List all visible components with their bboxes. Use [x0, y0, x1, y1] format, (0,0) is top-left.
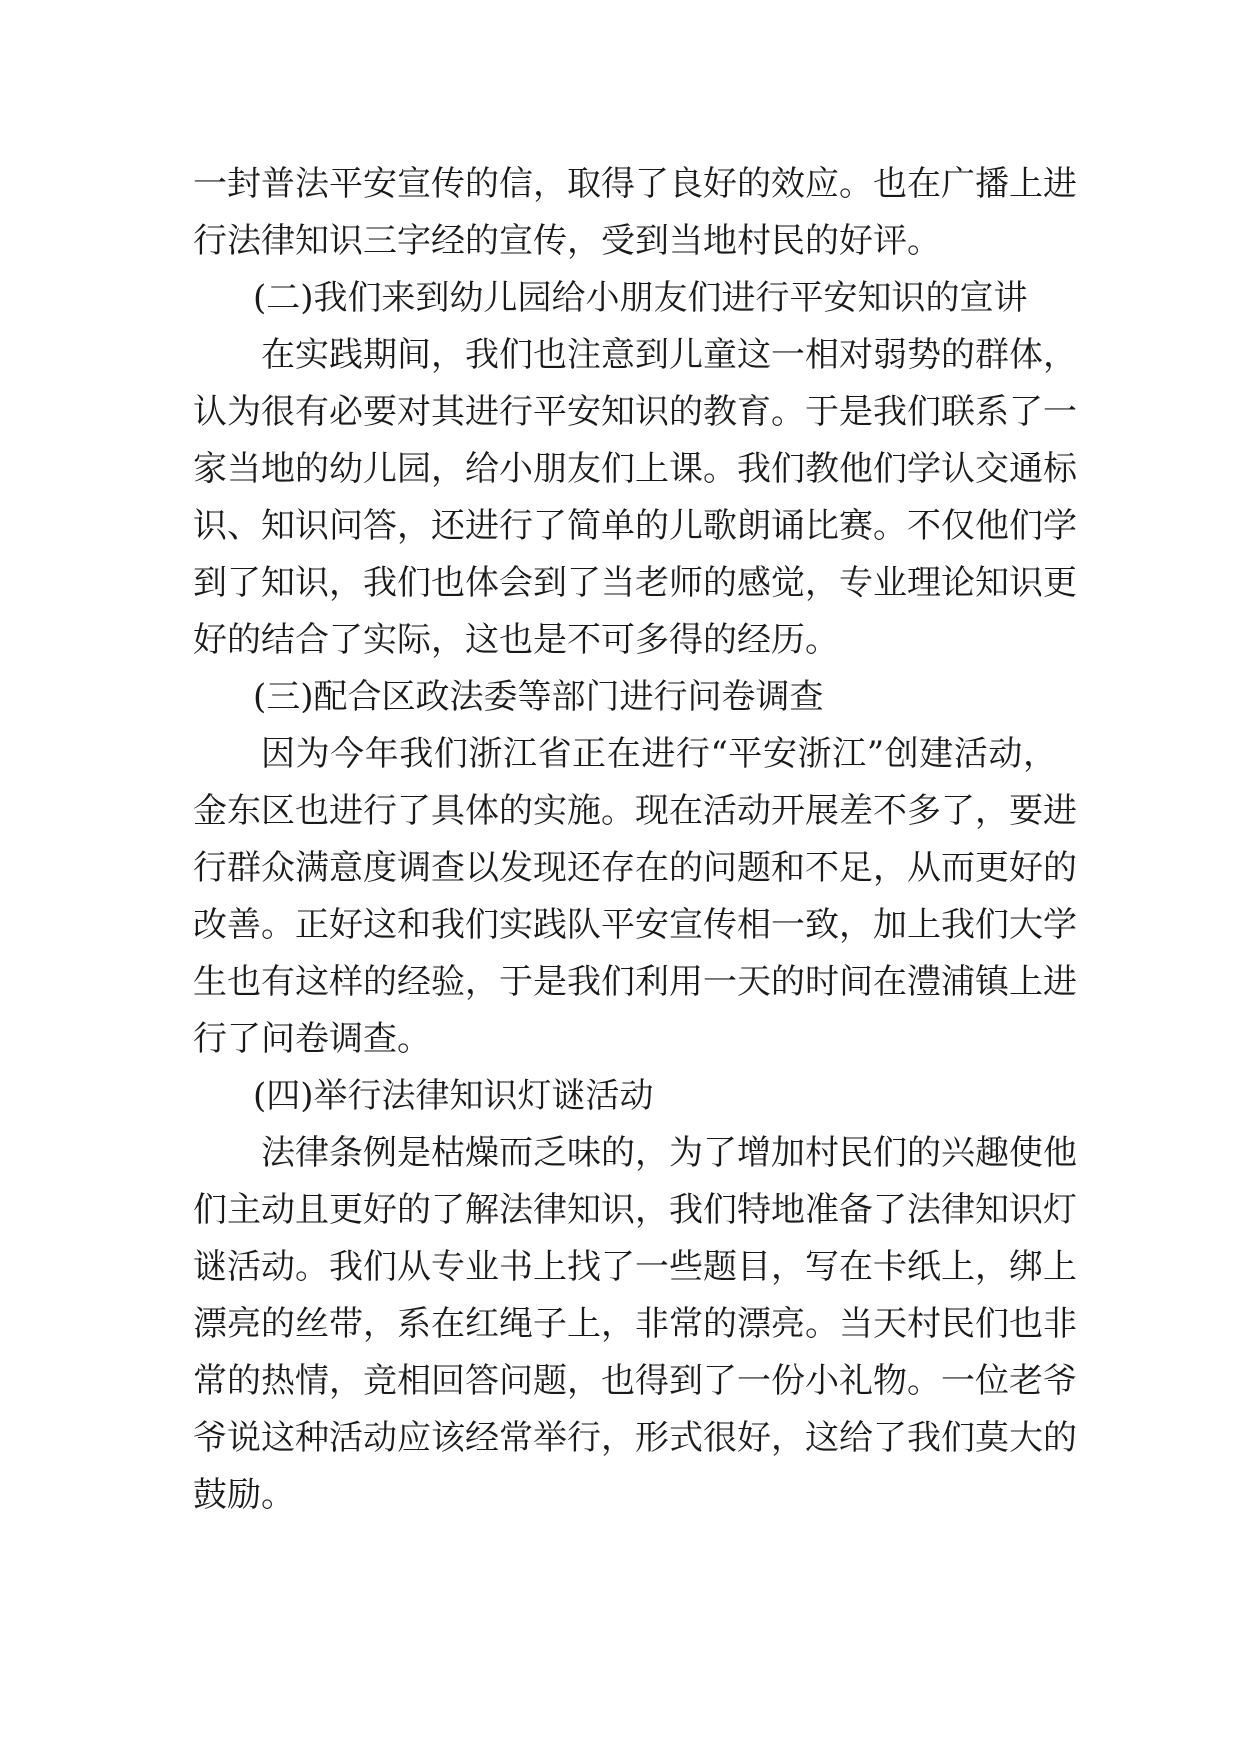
- text-line: 漂亮的丝带，系在红绳子上，非常的漂亮。当天村民们也非: [193, 1304, 1077, 1344]
- text-line: 金东区也进行了具体的实施。现在活动开展差不多了，要进: [193, 791, 1077, 831]
- text-line: 生也有这样的经验，于是我们利用一天的时间在澧浦镇上进: [193, 962, 1077, 1002]
- text-line: 识、知识问答，还进行了简单的儿歌朗诵比赛。不仅他们学: [193, 506, 1077, 546]
- section-heading-3: (三)配合区政法委等部门进行问卷调查: [253, 677, 824, 717]
- text-line: 在实践期间，我们也注意到儿童这一相对弱势的群体，: [261, 335, 1077, 375]
- text-line: 改善。正好这和我们实践队平安宣传相一致，加上我们大学: [193, 905, 1077, 945]
- text-line: 法律条例是枯燥而乏味的，为了增加村民们的兴趣使他: [261, 1133, 1077, 1173]
- text-line: 爷说这种活动应该经常举行，形式很好，这给了我们莫大的: [193, 1418, 1077, 1458]
- text-line: 谜活动。我们从专业书上找了一些题目，写在卡纸上，绑上: [193, 1247, 1077, 1287]
- paragraph-continuation: [193, 156, 1077, 270]
- text-line: 行群众满意度调查以发现还存在的问题和不足，从而更好的: [193, 848, 1077, 888]
- text-line: 一封普法平安宣传的信，取得了良好的效应。也在广播上进: [193, 164, 1077, 204]
- text-line: 好的结合了实际，这也是不可多得的经历。: [193, 620, 839, 660]
- paragraph-riddles: [193, 1125, 1077, 1524]
- document-body: [193, 156, 1077, 1524]
- paragraph-survey: [193, 726, 1077, 1068]
- text-line: 们主动且更好的了解法律知识，我们特地准备了法律知识灯: [193, 1190, 1077, 1230]
- section-heading-4: (四)举行法律知识灯谜活动: [253, 1076, 654, 1116]
- section-heading-2: (二)我们来到幼儿园给小朋友们进行平安知识的宣讲: [253, 278, 1028, 318]
- text-line: 到了知识，我们也体会到了当老师的感觉，专业理论知识更: [193, 563, 1077, 603]
- text-line: 常的热情，竞相回答问题，也得到了一份小礼物。一位老爷: [193, 1361, 1077, 1401]
- text-line: 鼓励。: [193, 1475, 295, 1515]
- text-line: 行了问卷调查。: [193, 1019, 431, 1059]
- paragraph-kindergarten: [193, 327, 1077, 669]
- text-line: 家当地的幼儿园，给小朋友们上课。我们教他们学认交通标: [193, 449, 1077, 489]
- text-line: 因为今年我们浙江省正在进行“平安浙江”创建活动，: [261, 734, 1057, 774]
- text-line: 行法律知识三字经的宣传，受到当地村民的好评。: [193, 221, 941, 261]
- text-line: 认为很有必要对其进行平安知识的教育。于是我们联系了一: [193, 392, 1077, 432]
